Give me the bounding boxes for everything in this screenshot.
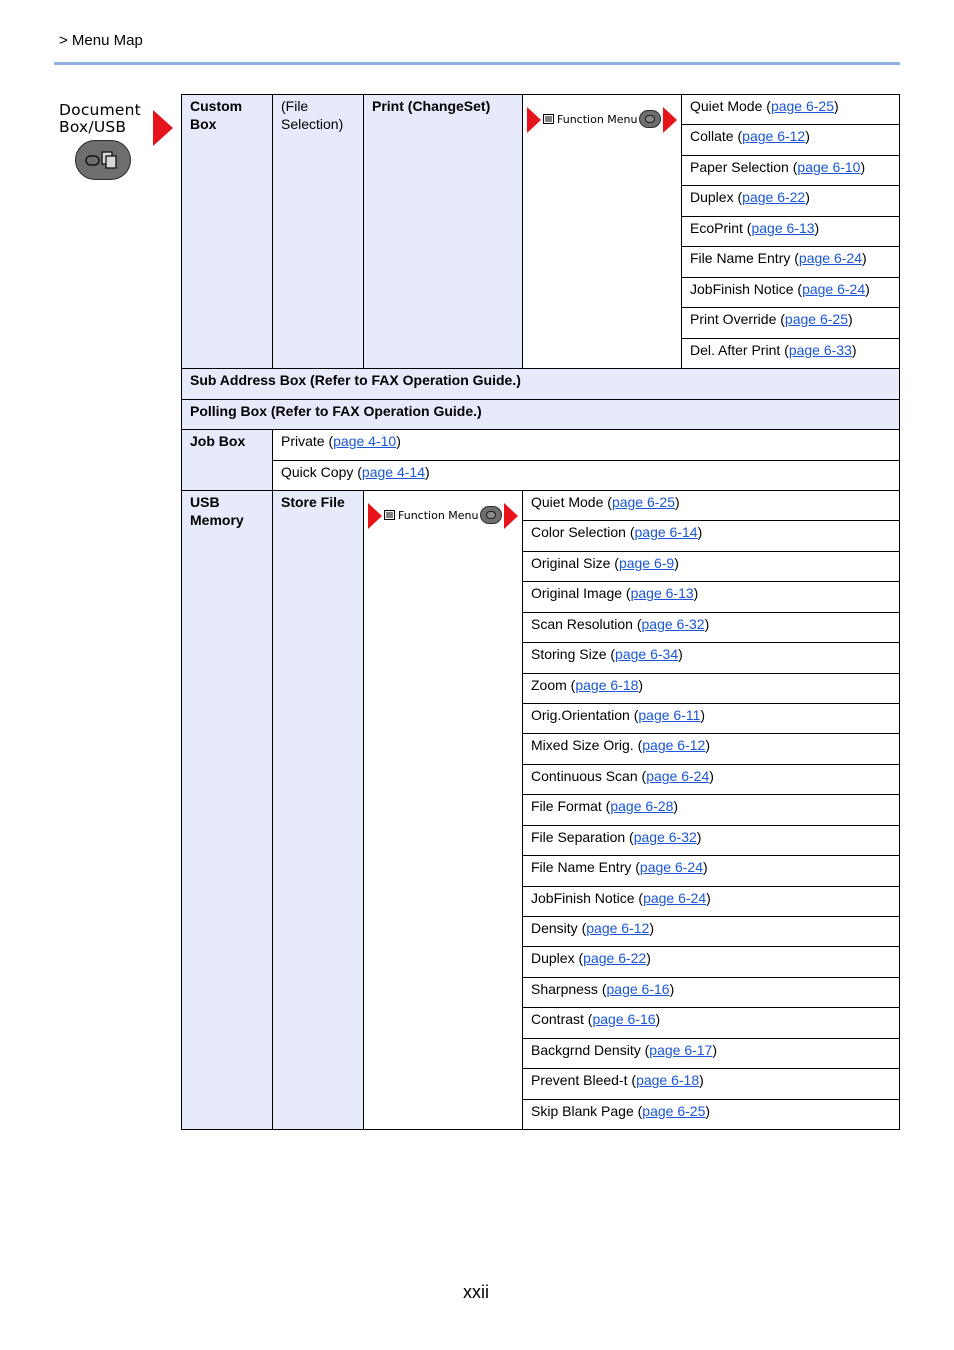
page-number: xxii (463, 1282, 489, 1302)
list-item: Contrast (page 6-16) (522, 1007, 900, 1039)
list-item: Print Override (page 6-25) (681, 307, 900, 339)
function-menu-key-icon (639, 110, 661, 128)
function-menu-text: Function Menu (398, 509, 479, 522)
page-link[interactable]: page 6-12 (742, 128, 806, 144)
item-label: Storing Size (531, 646, 607, 662)
item-label: EcoPrint (690, 220, 743, 236)
page-link[interactable]: page 6-24 (639, 859, 703, 875)
list-item: Prevent Bleed-t (page 6-18) (522, 1068, 900, 1100)
item-label: Original Size (531, 555, 611, 571)
list-item: Quiet Mode (page 6-25) (681, 94, 900, 125)
page-link[interactable]: page 6-25 (784, 311, 848, 327)
usb-memory-label: USB Memory (181, 490, 273, 1130)
menu-list-icon (543, 114, 554, 124)
list-item: Paper Selection (page 6-10) (681, 155, 900, 186)
arrow-right-icon (368, 503, 382, 529)
item-label: Contrast (531, 1011, 584, 1027)
list-item: Density (page 6-12) (522, 916, 900, 947)
item-label: JobFinish Notice (690, 281, 794, 297)
page-link[interactable]: page 6-13 (751, 220, 815, 236)
list-item: Collate (page 6-12) (681, 124, 900, 156)
page-link[interactable]: page 6-17 (649, 1042, 713, 1058)
page-link[interactable]: page 6-14 (634, 524, 698, 540)
polling-box-row: Polling Box (Refer to FAX Operation Guide.) (181, 399, 900, 430)
item-label: Continuous Scan (531, 768, 638, 784)
item-label: Collate (690, 128, 734, 144)
page-link[interactable]: page 6-10 (797, 159, 861, 175)
print-changeset-label: Print (ChangeSet) (363, 94, 523, 369)
list-item: Continuous Scan (page 6-24) (522, 764, 900, 795)
page-link[interactable]: page 6-12 (642, 737, 706, 753)
item-label: Duplex (690, 189, 734, 205)
item-label: JobFinish Notice (531, 890, 635, 906)
list-item: Orig.Orientation (page 6-11) (522, 703, 900, 734)
page-link[interactable]: page 6-25 (642, 1103, 706, 1119)
list-item: File Format (page 6-28) (522, 794, 900, 826)
list-item: Duplex (page 6-22) (522, 946, 900, 978)
sub-address-box-row: Sub Address Box (Refer to FAX Operation Guide.) (181, 368, 900, 400)
page-link[interactable]: page 4-14 (361, 464, 425, 480)
function-menu-cell (522, 94, 682, 369)
list-item: JobFinish Notice (page 6-24) (681, 277, 900, 308)
item-label: Skip Blank Page (531, 1103, 634, 1119)
page-link[interactable]: page 6-12 (586, 920, 650, 936)
item-label: Duplex (531, 950, 575, 966)
item-label: Quiet Mode (690, 98, 763, 114)
item-label: Prevent Bleed-t (531, 1072, 628, 1088)
function-menu-text: Function Menu (557, 113, 638, 126)
list-item: Storing Size (page 6-34) (522, 642, 900, 674)
item-label: Orig.Orientation (531, 707, 630, 723)
page-link[interactable]: page 6-18 (575, 677, 639, 693)
list-item: EcoPrint (page 6-13) (681, 216, 900, 247)
arrow-right-icon (663, 107, 677, 133)
function-menu-label (384, 509, 479, 522)
function-menu-label (543, 113, 638, 126)
page-link[interactable]: page 6-13 (630, 585, 694, 601)
header-rule (54, 62, 900, 65)
list-item: Private (page 4-10) (272, 429, 900, 461)
page-link[interactable]: page 6-25 (770, 98, 834, 114)
item-label: Original Image (531, 585, 623, 601)
item-label: File Separation (531, 829, 626, 845)
arrow-right-icon (153, 110, 173, 146)
page-link[interactable]: page 6-22 (742, 189, 806, 205)
page-link[interactable]: page 6-34 (615, 646, 679, 662)
label-line-1: Document (59, 101, 141, 119)
list-item: Original Image (page 6-13) (522, 581, 900, 613)
page-link[interactable]: page 6-24 (646, 768, 710, 784)
item-label: Paper Selection (690, 159, 789, 175)
item-label: Print Override (690, 311, 777, 327)
item-label: Mixed Size Orig. (531, 737, 634, 753)
page-link[interactable]: page 6-28 (610, 798, 674, 814)
list-item: Backgrnd Density (page 6-17) (522, 1038, 900, 1069)
menu-list-icon (384, 510, 395, 520)
page-link[interactable]: page 6-24 (798, 250, 862, 266)
item-label: Del. After Print (690, 342, 781, 358)
document-box-usb-label (59, 102, 141, 136)
function-menu-key (527, 107, 677, 133)
label-line-2: Box/USB (59, 118, 127, 136)
document-box-usb-key-icon (75, 140, 131, 180)
page-link[interactable]: page 6-18 (636, 1072, 700, 1088)
list-item: Scan Resolution (page 6-32) (522, 612, 900, 643)
page-link[interactable]: page 6-24 (802, 281, 866, 297)
item-label: Density (531, 920, 578, 936)
item-label: Scan Resolution (531, 616, 633, 632)
item-label: Color Selection (531, 524, 626, 540)
function-menu-key-icon (480, 506, 502, 524)
page-link[interactable]: page 6-11 (638, 707, 701, 723)
job-box-label: Job Box (181, 429, 273, 491)
list-item: File Separation (page 6-32) (522, 825, 900, 856)
function-menu-key (368, 503, 518, 529)
item-label: Private (281, 433, 325, 449)
list-item: Mixed Size Orig. (page 6-12) (522, 733, 900, 765)
list-item: JobFinish Notice (page 6-24) (522, 886, 900, 917)
page-link[interactable]: page 6-16 (592, 1011, 656, 1027)
file-selection-label: (File Selection) (272, 94, 364, 369)
item-label: Sharpness (531, 981, 598, 997)
item-label: Quiet Mode (531, 494, 604, 510)
arrow-right-icon (527, 107, 541, 133)
list-item: Original Size (page 6-9) (522, 551, 900, 582)
store-file-label: Store File (272, 490, 364, 1130)
list-item: Quiet Mode (page 6-25) (522, 490, 900, 521)
list-item: Quick Copy (page 4-14) (272, 460, 900, 491)
item-label: Zoom (531, 677, 567, 693)
list-item: Sharpness (page 6-16) (522, 977, 900, 1008)
page-link[interactable]: page 6-32 (641, 616, 705, 632)
function-menu-cell (363, 490, 523, 1130)
page-link[interactable]: page 4-10 (333, 433, 397, 449)
list-item: Color Selection (page 6-14) (522, 520, 900, 552)
list-item: File Name Entry (page 6-24) (681, 246, 900, 278)
page-link[interactable]: page 6-25 (611, 494, 675, 510)
item-label: File Format (531, 798, 602, 814)
page-link[interactable]: page 6-22 (583, 950, 647, 966)
breadcrumb: > Menu Map (59, 32, 143, 49)
custom-box-label: Custom Box (181, 94, 273, 369)
item-label: Quick Copy (281, 464, 354, 480)
page-link[interactable]: page 6-9 (618, 555, 675, 571)
item-label: File Name Entry (690, 250, 791, 266)
list-item: Duplex (page 6-22) (681, 185, 900, 217)
item-label: Backgrnd Density (531, 1042, 641, 1058)
list-item: Skip Blank Page (page 6-25) (522, 1099, 900, 1130)
page-link[interactable]: page 6-32 (633, 829, 697, 845)
page-link[interactable]: page 6-16 (606, 981, 670, 997)
list-item: Del. After Print (page 6-33) (681, 338, 900, 369)
list-item: File Name Entry (page 6-24) (522, 855, 900, 887)
list-item: Zoom (page 6-18) (522, 673, 900, 704)
page-link[interactable]: page 6-24 (643, 890, 707, 906)
page-link[interactable]: page 6-33 (788, 342, 852, 358)
arrow-right-icon (504, 503, 518, 529)
item-label: File Name Entry (531, 859, 632, 875)
